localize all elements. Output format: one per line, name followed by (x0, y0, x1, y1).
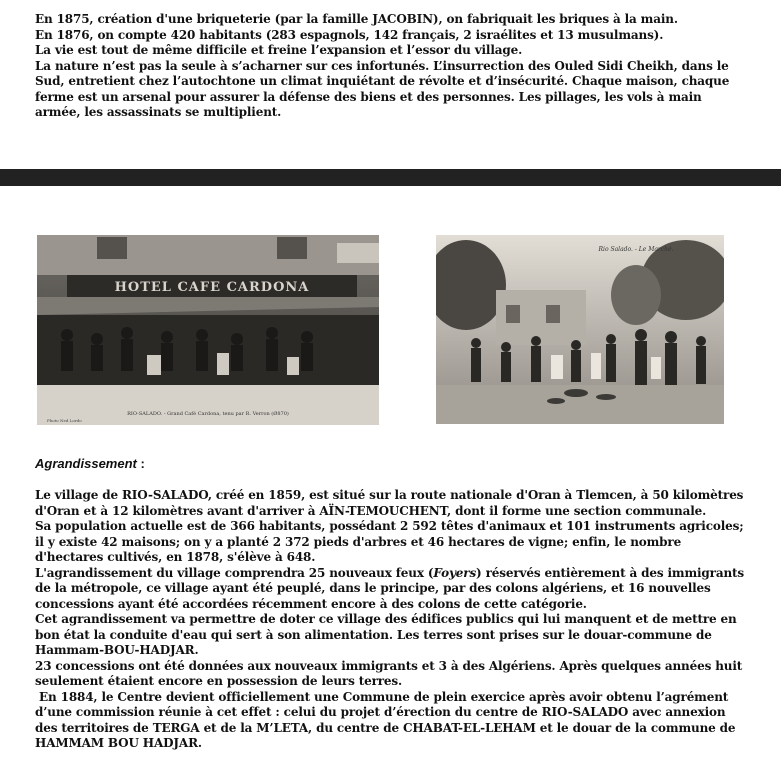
photo-cafe-cardona (37, 235, 379, 425)
p3-part-a: L'agrandissement du village comprendra 25 nouveaux feux ( (35, 565, 434, 580)
section-paragraph-6: En 1884, le Centre devient officiellement une Commune de plein exercice après avoir obtenu l’agrément d’une commission réunie à cet effet : celui du projet d’érection du centre de RIO-SALADO avec annexion des territoires de TERGA et de la M’LETA, du centre de CHABAT-EL-LEHAM et le douar de la commune de HAMMAM BOU HADJAR. (35, 689, 740, 750)
section-paragraph-1: Le village de RIO-SALADO, créé en 1859, est situé sur la route nationale d'Oran à Tlemcen, à 50 kilomètres d'Oran et à 12 kilomètres avant d'arriver à AÏN-TEMOUCHENT, dont il forme une section communale. (35, 488, 744, 518)
intro-line-1: En 1875, création d'une briqueterie (par la famille JACOBIN), on fabriquait les briques à la main. (35, 12, 678, 26)
section-paragraph-3 (35, 566, 747, 613)
section-paragraph-2: Sa population actuelle est de 366 habitants, possédant 2 592 têtes d'animaux et 101 instruments agricoles; il y existe 42 maisons; on y a planté 2 372 pieds d'arbres et 46 hectares de vigne; enfin, le nombre d'hectares cultivés, en 1878, s'élève à 648. (35, 519, 744, 564)
market-photo-illustration (436, 235, 724, 424)
section-paragraph-4: Cet agrandissement va permettre de doter ce village des édifices publics qui lui manquent et de mettre en bon état la conduite d'eau qui sert à son alimentation. Les terres sont prises sur le douar-commune de Hammam-BOU-HADJAR. (35, 612, 737, 657)
market-caption: Rio Salado. - Le Marché. (598, 246, 674, 253)
section-body (35, 488, 747, 752)
cafe-corner-text: Photo Ned Lordo (47, 418, 82, 423)
p3-part-b: ) réservés entièrement à des immigrants de la métropole, ce village ayant été peuplé, dans le principe, par des colons algériens, et 16 nouvelles concessions ayant été accordées récemment encore à des colons de cette catégorie. (35, 565, 745, 611)
intro-line-2: En 1876, on compte 420 habitants (283 espagnols, 142 français, 2 israélites et 13 musulmans). (35, 27, 664, 42)
section-heading-text: Agrandissement (35, 456, 137, 471)
cafe-sign-text: HOTEL CAFE CARDONA (114, 280, 310, 295)
intro-text (35, 12, 747, 121)
separator-band (0, 169, 781, 186)
p3-foyers: Foyers (433, 565, 477, 580)
section-paragraph-5: 23 concessions ont été données aux nouveaux immigrants et 3 à des Algériens. Après quelques années huit seulement étaient encore en possession de leurs terres. (35, 658, 743, 688)
cafe-photo-illustration (37, 235, 379, 425)
section-heading-suffix: : (136, 456, 145, 471)
intro-line-3: La vie est tout de même difficile et freine l’expansion et l’essor du village. (35, 43, 523, 57)
intro-line-4: La nature n’est pas la seule à s’acharner sur ces infortunés. L’insurrection des Ouled Sidi Cheikh, dans le Sud, entretient chez l’autochtone un climat inquiétant de révolte et d’insécurité. Chaque maison, chaque ferme est un arsenal pour assurer la défense des biens et des personnes. Les pillages, les vols à main armée, les assassinats se multiplient. (35, 58, 730, 119)
cafe-caption: RIO-SALADO. - Grand Café Cardona, tenu par R. Verron (Ø870) (127, 411, 289, 417)
photo-le-marche (436, 235, 724, 424)
section-heading (35, 456, 145, 471)
